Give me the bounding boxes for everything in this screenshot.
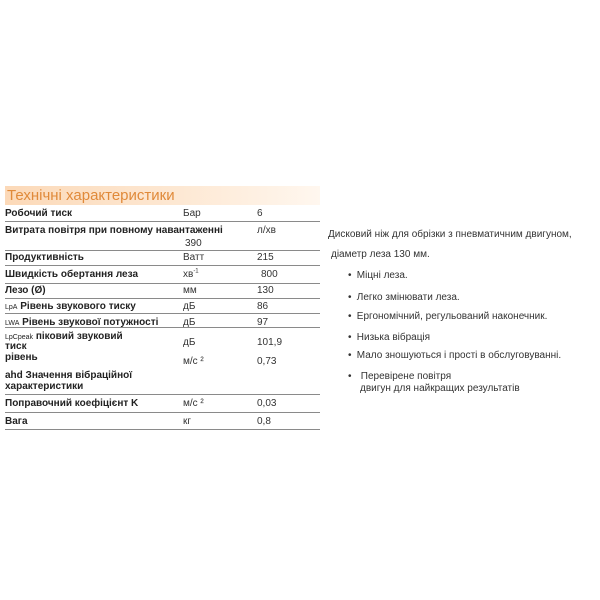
spec-name: рівень: [5, 352, 38, 363]
spec-row-vibration: [5, 367, 320, 395]
spec-name: Лезо (Ø): [5, 285, 46, 296]
feature-item: • Ергономічний, регульований наконечник.: [348, 311, 548, 322]
spec-unit: л/хв: [257, 225, 276, 236]
spec-name: LpCpeak піковий звуковий: [5, 331, 123, 342]
feature-item-continuation: двигун для найкращих результатів: [360, 383, 520, 394]
spec-unit: м/с ²: [183, 398, 204, 409]
spec-unit: $хв^{-1}$: [183, 268, 199, 280]
spec-name: Поправочний коефіцієнт K: [5, 398, 139, 409]
spec-name: Вага: [5, 416, 28, 427]
bullet-icon: •: [348, 371, 352, 382]
spec-name-line2: тиск: [5, 341, 27, 352]
spec-unit: Ватт: [183, 252, 205, 263]
spec-value: 215: [257, 252, 274, 263]
spec-name: LpA Рівень звукового тиску: [5, 301, 136, 312]
spec-value: 101,9: [257, 337, 283, 348]
bullet-icon: •: [348, 292, 352, 303]
spec-name: Продуктивність: [5, 252, 84, 263]
spec-unit: мм: [183, 285, 197, 296]
spec-row-sound-pressure: [5, 299, 320, 314]
spec-value: 0,03: [257, 398, 277, 409]
feature-item: • Легко змінювати леза.: [348, 292, 460, 303]
bullet-icon: •: [348, 332, 352, 343]
spec-row-power: [5, 251, 320, 266]
spec-name: LWA Рівень звукової потужності: [5, 317, 159, 328]
spec-row-pressure: [5, 208, 320, 222]
spec-value: 130: [257, 285, 274, 296]
spec-row-blade: [5, 284, 320, 299]
bullet-icon: •: [348, 311, 352, 322]
spec-value: 0,73: [257, 356, 277, 367]
spec-value: 6: [257, 208, 263, 219]
spec-unit: дБ: [183, 337, 196, 348]
spec-value: 390: [185, 238, 202, 249]
description-line-1: Дисковий ніж для обрізки з пневматичним двигуном,: [328, 229, 572, 240]
spec-row-speed: [5, 266, 320, 284]
spec-row-air-consumption: [5, 222, 320, 251]
spec-value: 800: [261, 269, 278, 280]
spec-row-weight: [5, 413, 320, 430]
bullet-icon: •: [348, 350, 352, 361]
spec-unit: дБ: [183, 317, 196, 328]
title-bar: [5, 186, 320, 205]
spec-row-correction: [5, 395, 320, 413]
spec-row-sound-power: [5, 314, 320, 328]
spec-name: Витрата повітря при повному навантаженні: [5, 225, 223, 236]
spec-value: 86: [257, 301, 269, 312]
spec-value: 97: [257, 317, 269, 328]
spec-name: ahd Значення вібраційної: [5, 370, 133, 381]
feature-item: • Мало зношуються і прості в обслуговуванні.: [348, 350, 562, 361]
feature-item: • Низька вібрація: [348, 332, 431, 343]
bullet-icon: •: [348, 270, 352, 281]
feature-item: • Міцні леза.: [348, 270, 408, 281]
spec-name: Швидкість обертання леза: [5, 269, 139, 280]
description-line-2: діаметр леза 130 мм.: [331, 249, 430, 260]
spec-unit: кг: [183, 416, 192, 427]
spec-unit: дБ: [183, 301, 196, 312]
spec-value: 0,8: [257, 416, 271, 427]
spec-name-line2: характеристики: [5, 381, 84, 392]
spec-name: Робочий тиск: [5, 208, 73, 219]
spec-row-peak-sound: [5, 328, 320, 366]
feature-item: • Перевірене повітря: [348, 371, 452, 382]
spec-unit: Бар: [183, 208, 201, 219]
spec-unit: м/с ²: [183, 356, 204, 367]
page-title: Технічні характеристики: [7, 187, 175, 204]
